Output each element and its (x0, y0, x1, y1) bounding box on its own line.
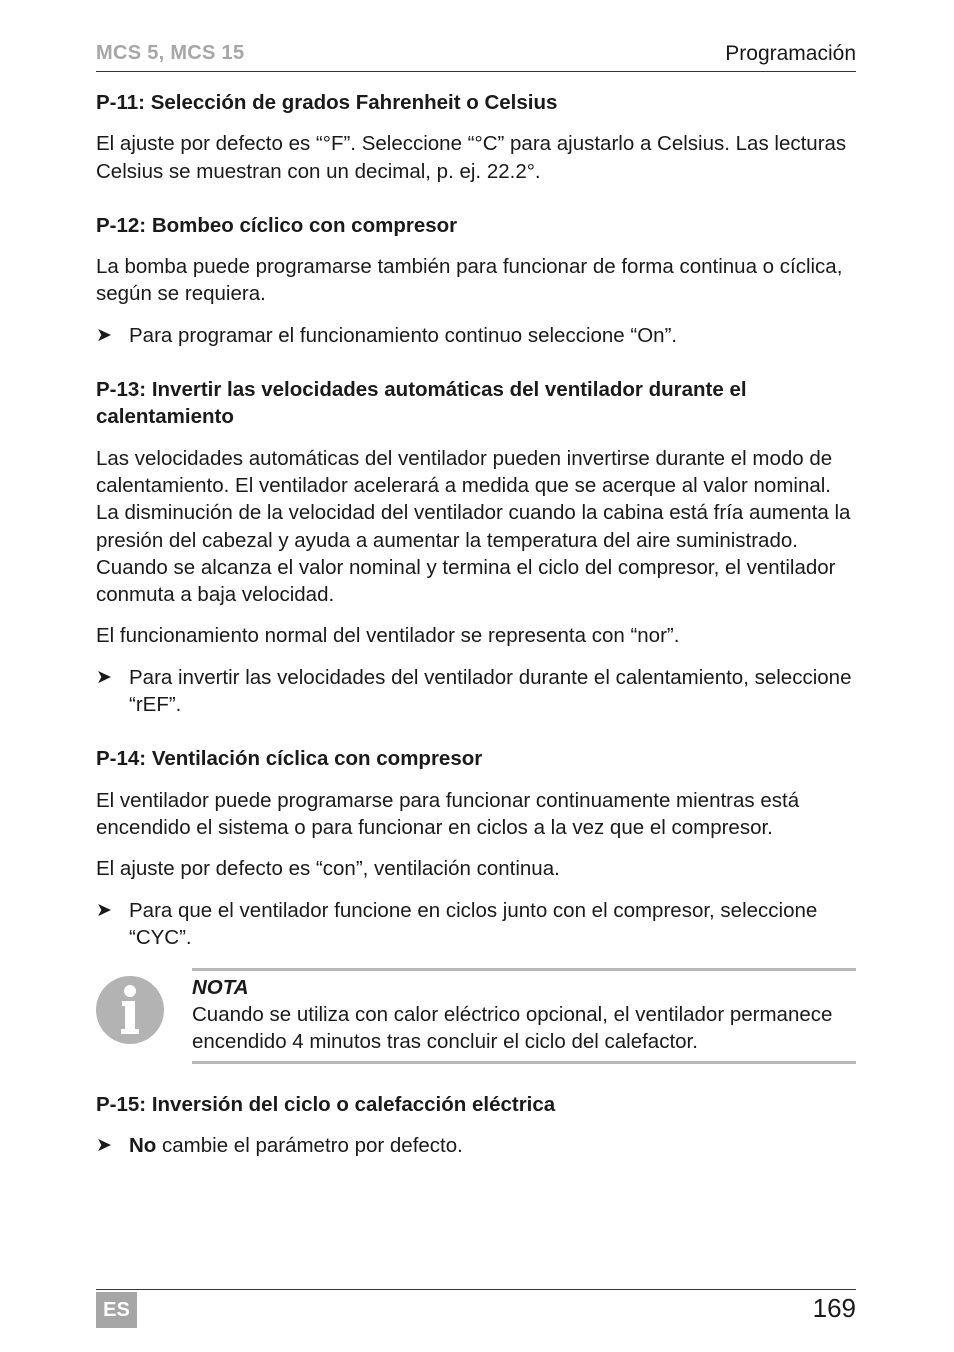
heading-p14: P-14: Ventilación cíclica con compresor (96, 747, 483, 771)
p15-bullet-text (129, 1132, 856, 1159)
bullet-arrow-icon: ➤ (96, 324, 112, 346)
p13-paragraph-1: Las velocidades automáticas del ventilador pueden invertirse durante el modo de calentamiento. El ventilador acelerará a medida que se acerque al valor nominal. La disminución de la velocidad del ventilador cuando la cabina está fría aumenta la presión del cabezal y ayuda a aumentar la temperatura del aire suministrado. Cuando se alcanza el valor nominal y termina el ciclo del compresor, el ventilador conmuta a baja velocidad. (96, 446, 851, 607)
header-section: Programación (725, 42, 856, 65)
p14-paragraph-1: El ventilador puede programarse para funcionar continuamente mientras está encendido el sistema o para funcionar en ciclos a la vez que el compresor. (96, 788, 800, 839)
bullet-arrow-icon: ➤ (96, 1135, 112, 1157)
p14-bullet (96, 897, 856, 952)
bullet-arrow-icon: ➤ (96, 666, 112, 688)
bullet-arrow-icon: ➤ (96, 899, 112, 921)
p15-bullet-bold: No (129, 1134, 157, 1158)
header-product: MCS 5, MCS 15 (96, 42, 245, 64)
language-badge: ES (96, 1292, 137, 1328)
p12-bullet (96, 322, 856, 349)
note-text: Cuando se utiliza con calor eléctrico opcional, el ventilador permanece encendido 4 minutos tras concluir el ciclo del calefactor. (192, 1003, 833, 1054)
p12-bullet-text: Para programar el funcionamiento continuo seleccione “On”. (129, 323, 678, 347)
heading-p12: P-12: Bombeo cíclico con compresor (96, 213, 458, 237)
heading-p15: P-15: Inversión del ciclo o calefacción eléctrica (96, 1093, 556, 1117)
p15-bullet-rest: cambie el parámetro por defecto. (156, 1134, 463, 1158)
p13-bullet (96, 664, 856, 719)
p14-paragraph-2: El ajuste por defecto es “con”, ventilación continua. (96, 857, 560, 881)
heading-p11: P-11: Selección de grados Fahrenheit o Celsius (96, 91, 558, 114)
p13-paragraph-2: El funcionamiento normal del ventilador se representa con “nor”. (96, 624, 680, 648)
page-body (96, 89, 856, 1160)
p11-paragraph: El ajuste por defecto es “°F”. Seleccione “°C” para ajustarlo a Celsius. Las lecturas Celsius se muestran con un decimal, p. ej. 22.2°. (96, 132, 847, 183)
note-box (192, 968, 856, 1064)
p12-paragraph: La bomba puede programarse también para funcionar de forma continua o cíclica, según se requiera. (96, 255, 843, 306)
p14-bullet-text: Para que el ventilador funcione en ciclos junto con el compresor, seleccione “CYC”. (129, 898, 818, 949)
footer-divider (96, 1289, 856, 1290)
note-title: NOTA (192, 976, 249, 1000)
info-icon (96, 976, 164, 1044)
heading-p13: P-13: Invertir las velocidades automáticas del ventilador durante el calentamiento (96, 378, 747, 429)
note-block (96, 968, 856, 1066)
header-divider (96, 71, 856, 72)
page-number: 169 (812, 1293, 856, 1323)
p15-bullet (96, 1132, 856, 1159)
p13-bullet-text: Para invertir las velocidades del ventilador durante el calentamiento, seleccione “rEF”. (129, 665, 852, 717)
